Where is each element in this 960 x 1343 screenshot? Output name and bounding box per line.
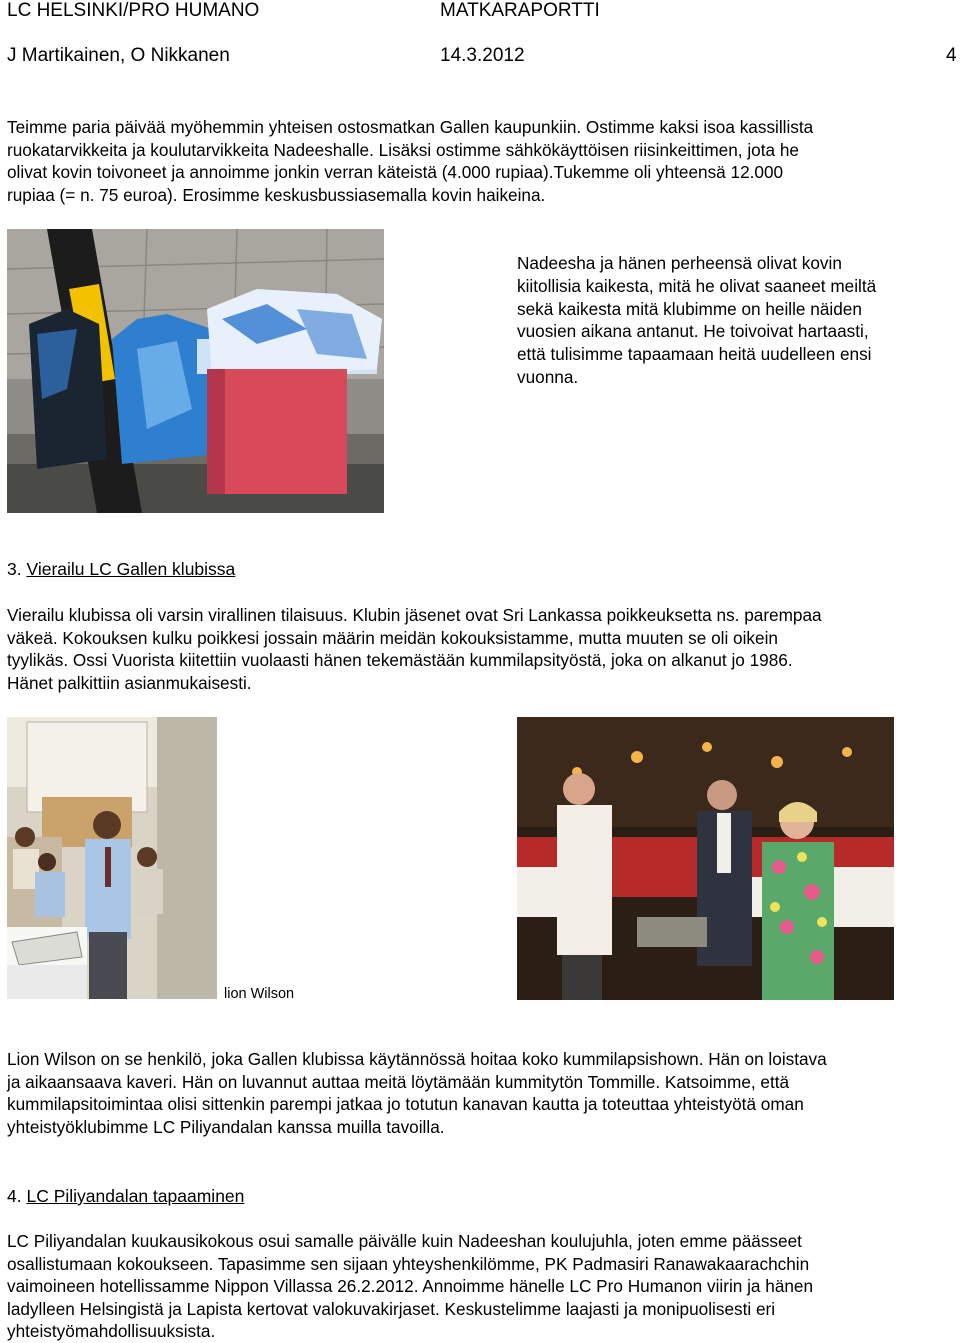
header-org: LC HELSINKI/PRO HUMANO xyxy=(7,0,260,21)
text-line: tyylikäs. Ossi Vuorista kiitettiin vuolaasti hänen tekemästään kummilapsityöstä, joka on alkanut jo 1986. xyxy=(7,650,793,671)
intro-paragraph xyxy=(7,116,953,206)
text-line: yhteistyöklubimme LC Piliyandalan kanssa muilla tavoilla. xyxy=(7,1116,445,1137)
lion-wilson-paragraph xyxy=(7,1048,953,1138)
text-line: Hänet palkittiin asianmukaisesti. xyxy=(7,672,252,693)
text-line: olivat kovin toivoneet ja annoimme jonkin verran käteistä (4.000 rupiaa).Tukemme oli yhteensä 12.000 xyxy=(7,162,784,183)
text-line: Nadeesha ja hänen perheensä olivat kovin xyxy=(517,253,842,273)
side-paragraph xyxy=(517,252,947,389)
text-line: ruokatarvikkeita ja koulutarvikkeita Nadeeshalle. Lisäksi ostimme sähkökäyttöisen riisinkeittimen, jota he xyxy=(7,139,799,160)
text-line: yhteistyömahdollisuuksista. xyxy=(7,1321,216,1342)
text-line: Vierailu klubissa oli varsin virallinen tilaisuus. Klubin jäsenet ovat Sri Lankassa poikkeuksetta ns. parempaa xyxy=(7,605,822,625)
club-dinner-hall-photo xyxy=(517,717,894,1000)
club-meeting-speaker-photo xyxy=(7,717,217,999)
text-line: rupiaa (= n. 75 euroa). Erosimme keskusbussiasemalla kovin haikeina. xyxy=(7,184,546,205)
text-line: LC Piliyandalan kuukausikokous osui samalle päivälle kuin Nadeeshan koulujuhla, joten emme päässeet xyxy=(7,1231,802,1251)
section-4-heading xyxy=(7,1185,244,1207)
text-line: Teimme paria päivää myöhemmin yhteisen ostosmatkan Gallen kaupunkiin. Ostimme kaksi isoa kassillista xyxy=(7,117,814,137)
text-line: vaimoineen hotellissamme Nippon Villassa 26.2.2012. Annoimme hänelle LC Pro Humanon viirin ja hänen xyxy=(7,1276,814,1297)
header-authors: J Martikainen, O Nikkanen xyxy=(7,45,230,66)
text-line: Lion Wilson on se henkilö, joka Gallen klubissa käytännössä hoitaa koko kummilapsishown. Hän on loistava xyxy=(7,1049,827,1069)
photo-caption: lion Wilson xyxy=(224,986,295,1002)
section-4-paragraph xyxy=(7,1230,953,1343)
text-line: sekä kaikesta mitä klubimme on heille näiden xyxy=(517,298,862,319)
section-3-paragraph xyxy=(7,604,953,694)
section-number: 3. xyxy=(7,559,27,579)
text-line: että tulisimme tapaamaan heitä uudelleen ensi xyxy=(517,344,872,365)
header-page-number: 4 xyxy=(946,45,957,66)
section-3-heading xyxy=(7,558,235,580)
text-line: kiitollisia kaikesta, mitä he olivat saaneet meiltä xyxy=(517,275,877,296)
text-line: kummilapsitoimintaa olisi sittenkin parempi jatkaa jo totutun kanavan kautta ja toteuttaa yhteistyötä oman xyxy=(7,1094,804,1115)
header-doc-type: MATKARAPORTTI xyxy=(440,0,600,21)
text-line: ladylleen Helsingistä ja Lapista kertovat valokuvakirjaset. Keskustelimme laajasti ja monipuolisesti eri xyxy=(7,1298,776,1319)
shopping-bags-photo xyxy=(7,229,384,513)
text-line: väkeä. Kokouksen kulku poikkesi jossain määrin meidän kokouksistamme, mutta muuten se oli oikein xyxy=(7,627,778,648)
header-date: 14.3.2012 xyxy=(440,45,525,66)
text-line: ja aikaansaava kaveri. Hän on luvannut auttaa meitä löytämään kummitytön Tommille. Katsoimme, että xyxy=(7,1071,790,1092)
section-title: Vierailu LC Gallen klubissa xyxy=(26,559,236,579)
section-number: 4. xyxy=(7,1186,27,1206)
section-title: LC Piliyandalan tapaaminen xyxy=(26,1186,245,1206)
text-line: vuosien aikana antanut. He toivoivat hartaasti, xyxy=(517,321,869,342)
text-line: osallistumaan kokoukseen. Tapasimme sen sijaan yhteyshenkilömme, PK Padmasiri Ranawakaarachchin xyxy=(7,1253,810,1274)
text-line: vuonna. xyxy=(517,366,579,387)
